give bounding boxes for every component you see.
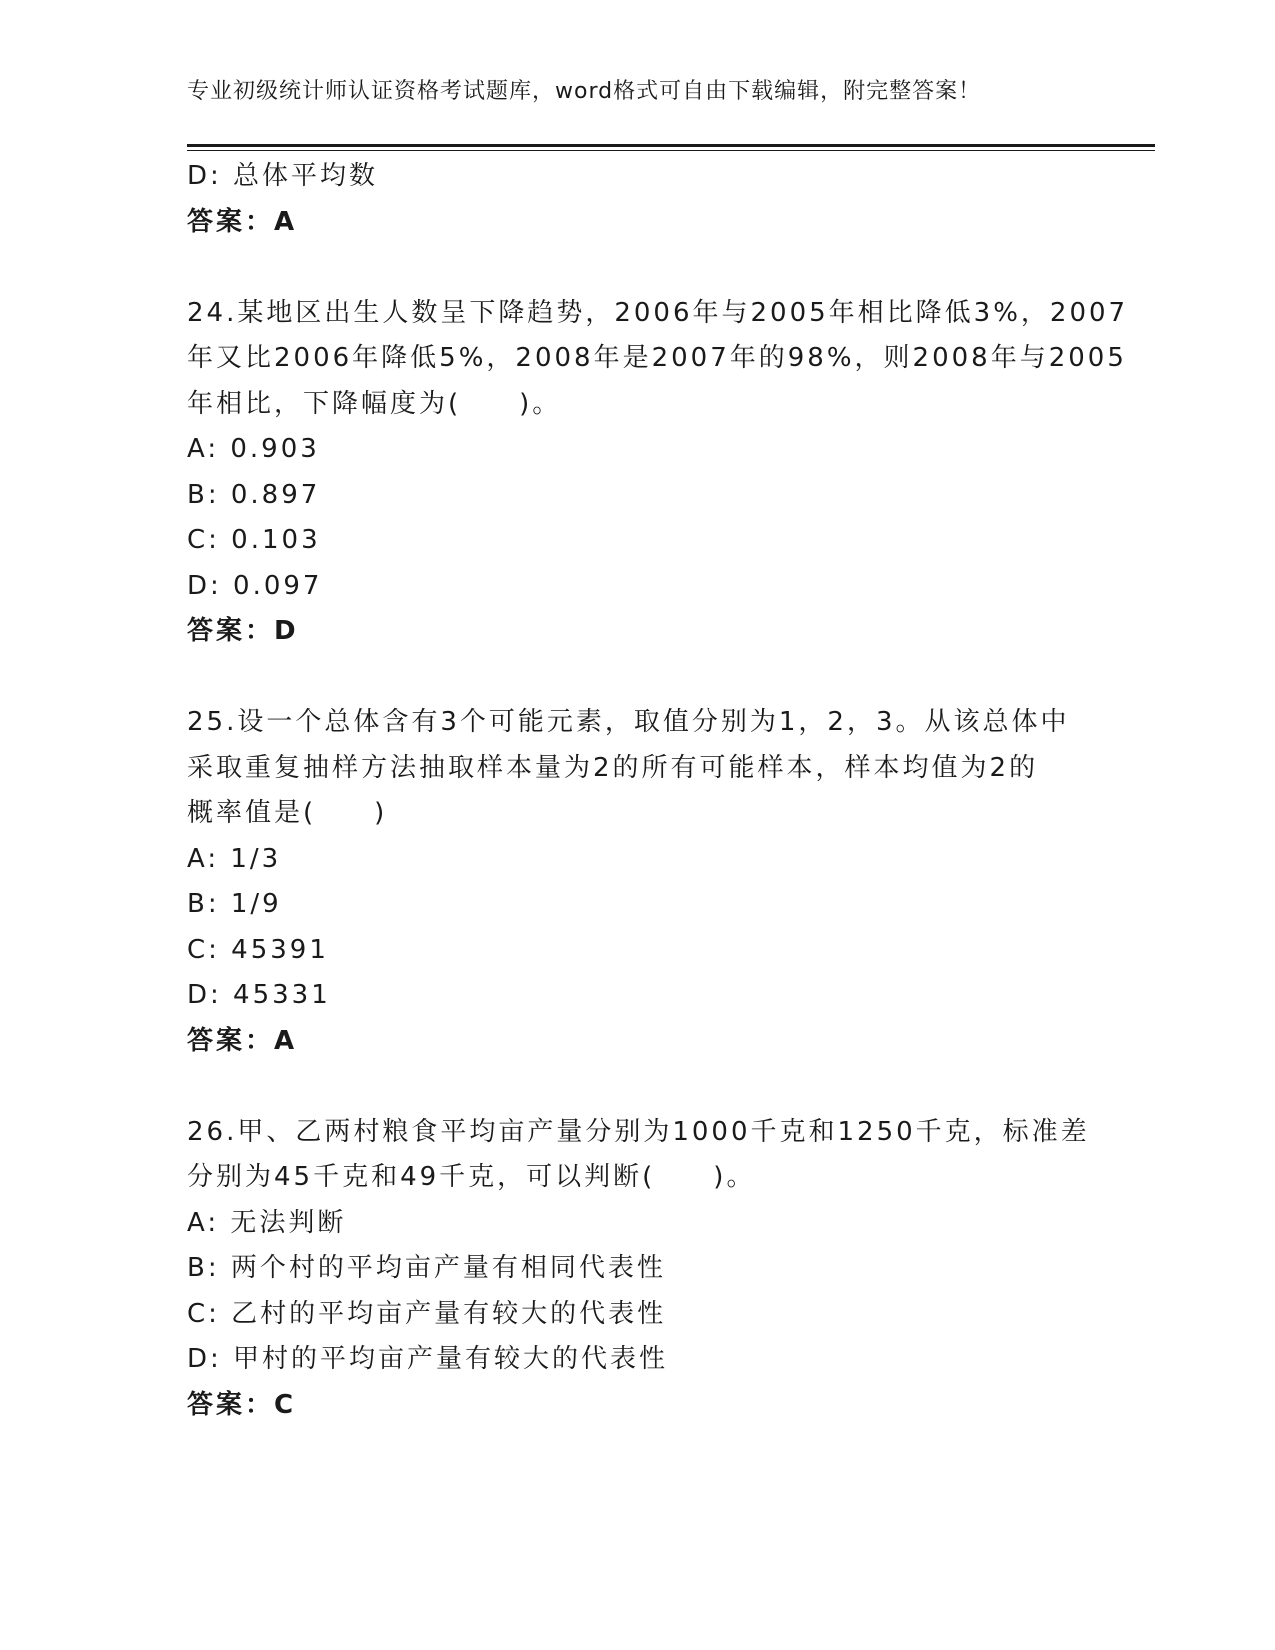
option-c: C: 45391: [187, 934, 329, 965]
option-b: B: 0.897: [187, 479, 321, 510]
answer: 答案：A: [187, 206, 298, 237]
option-a: A: 无法判断: [187, 1207, 347, 1238]
question-stem-line: 采取重复抽样方法抽取样本量为2的所有可能样本，样本均值为2的: [187, 752, 1039, 783]
spacer: [187, 1064, 1087, 1110]
option-b: B: 1/9: [187, 889, 282, 919]
question-stem-line: 年相比，下降幅度为( )。: [187, 388, 562, 419]
option-b: B: 两个村的平均亩产量有相同代表性: [187, 1253, 666, 1283]
option-d: D: 0.097: [187, 570, 323, 601]
option-a: A: 0.903: [187, 434, 320, 464]
question-block: [187, 291, 1129, 655]
question-stem-line: 24.某地区出生人数呈下降趋势，2006年与2005年相比降低3%，2007: [187, 297, 1129, 328]
question-stem-line: 26.甲、乙两村粮食平均亩产量分别为1000千克和1250千克，标准差: [187, 1116, 1090, 1147]
question-block: [187, 1110, 1090, 1429]
option-c: C: 乙村的平均亩产量有较大的代表性: [187, 1298, 667, 1329]
question-stem-line: 分别为45千克和49千克，可以判断( )。: [187, 1162, 756, 1192]
page-header: 专业初级统计师认证资格考试题库，word格式可自由下载编辑，附完整答案！: [187, 79, 982, 104]
spacer: [187, 655, 1087, 701]
option-c: C: 0.103: [187, 525, 321, 555]
header-rule-thick: [187, 144, 1155, 147]
option-d: D: 45331: [187, 980, 331, 1010]
option-d: D: 总体平均数: [187, 161, 379, 191]
question-stem-line: 年又比2006年降低5%，2008年是2007年的98%，则2008年与2005: [187, 343, 1127, 373]
option-d: D: 甲村的平均亩产量有较大的代表性: [187, 1344, 669, 1374]
answer: 答案：A: [187, 1025, 298, 1056]
question-stem-line: 25.设一个总体含有3个可能元素，取值分别为1，2，3。从该总体中: [187, 707, 1070, 737]
question-block: [187, 700, 1087, 1064]
answer: 答案：C: [187, 1389, 297, 1420]
spacer: [187, 245, 1087, 291]
question-stem-line: 概率值是( ): [187, 798, 388, 828]
content: [187, 154, 1129, 1428]
header-rule-thin: [187, 150, 1155, 151]
answer: 答案：D: [187, 616, 299, 646]
option-a: A: 1/3: [187, 843, 282, 874]
